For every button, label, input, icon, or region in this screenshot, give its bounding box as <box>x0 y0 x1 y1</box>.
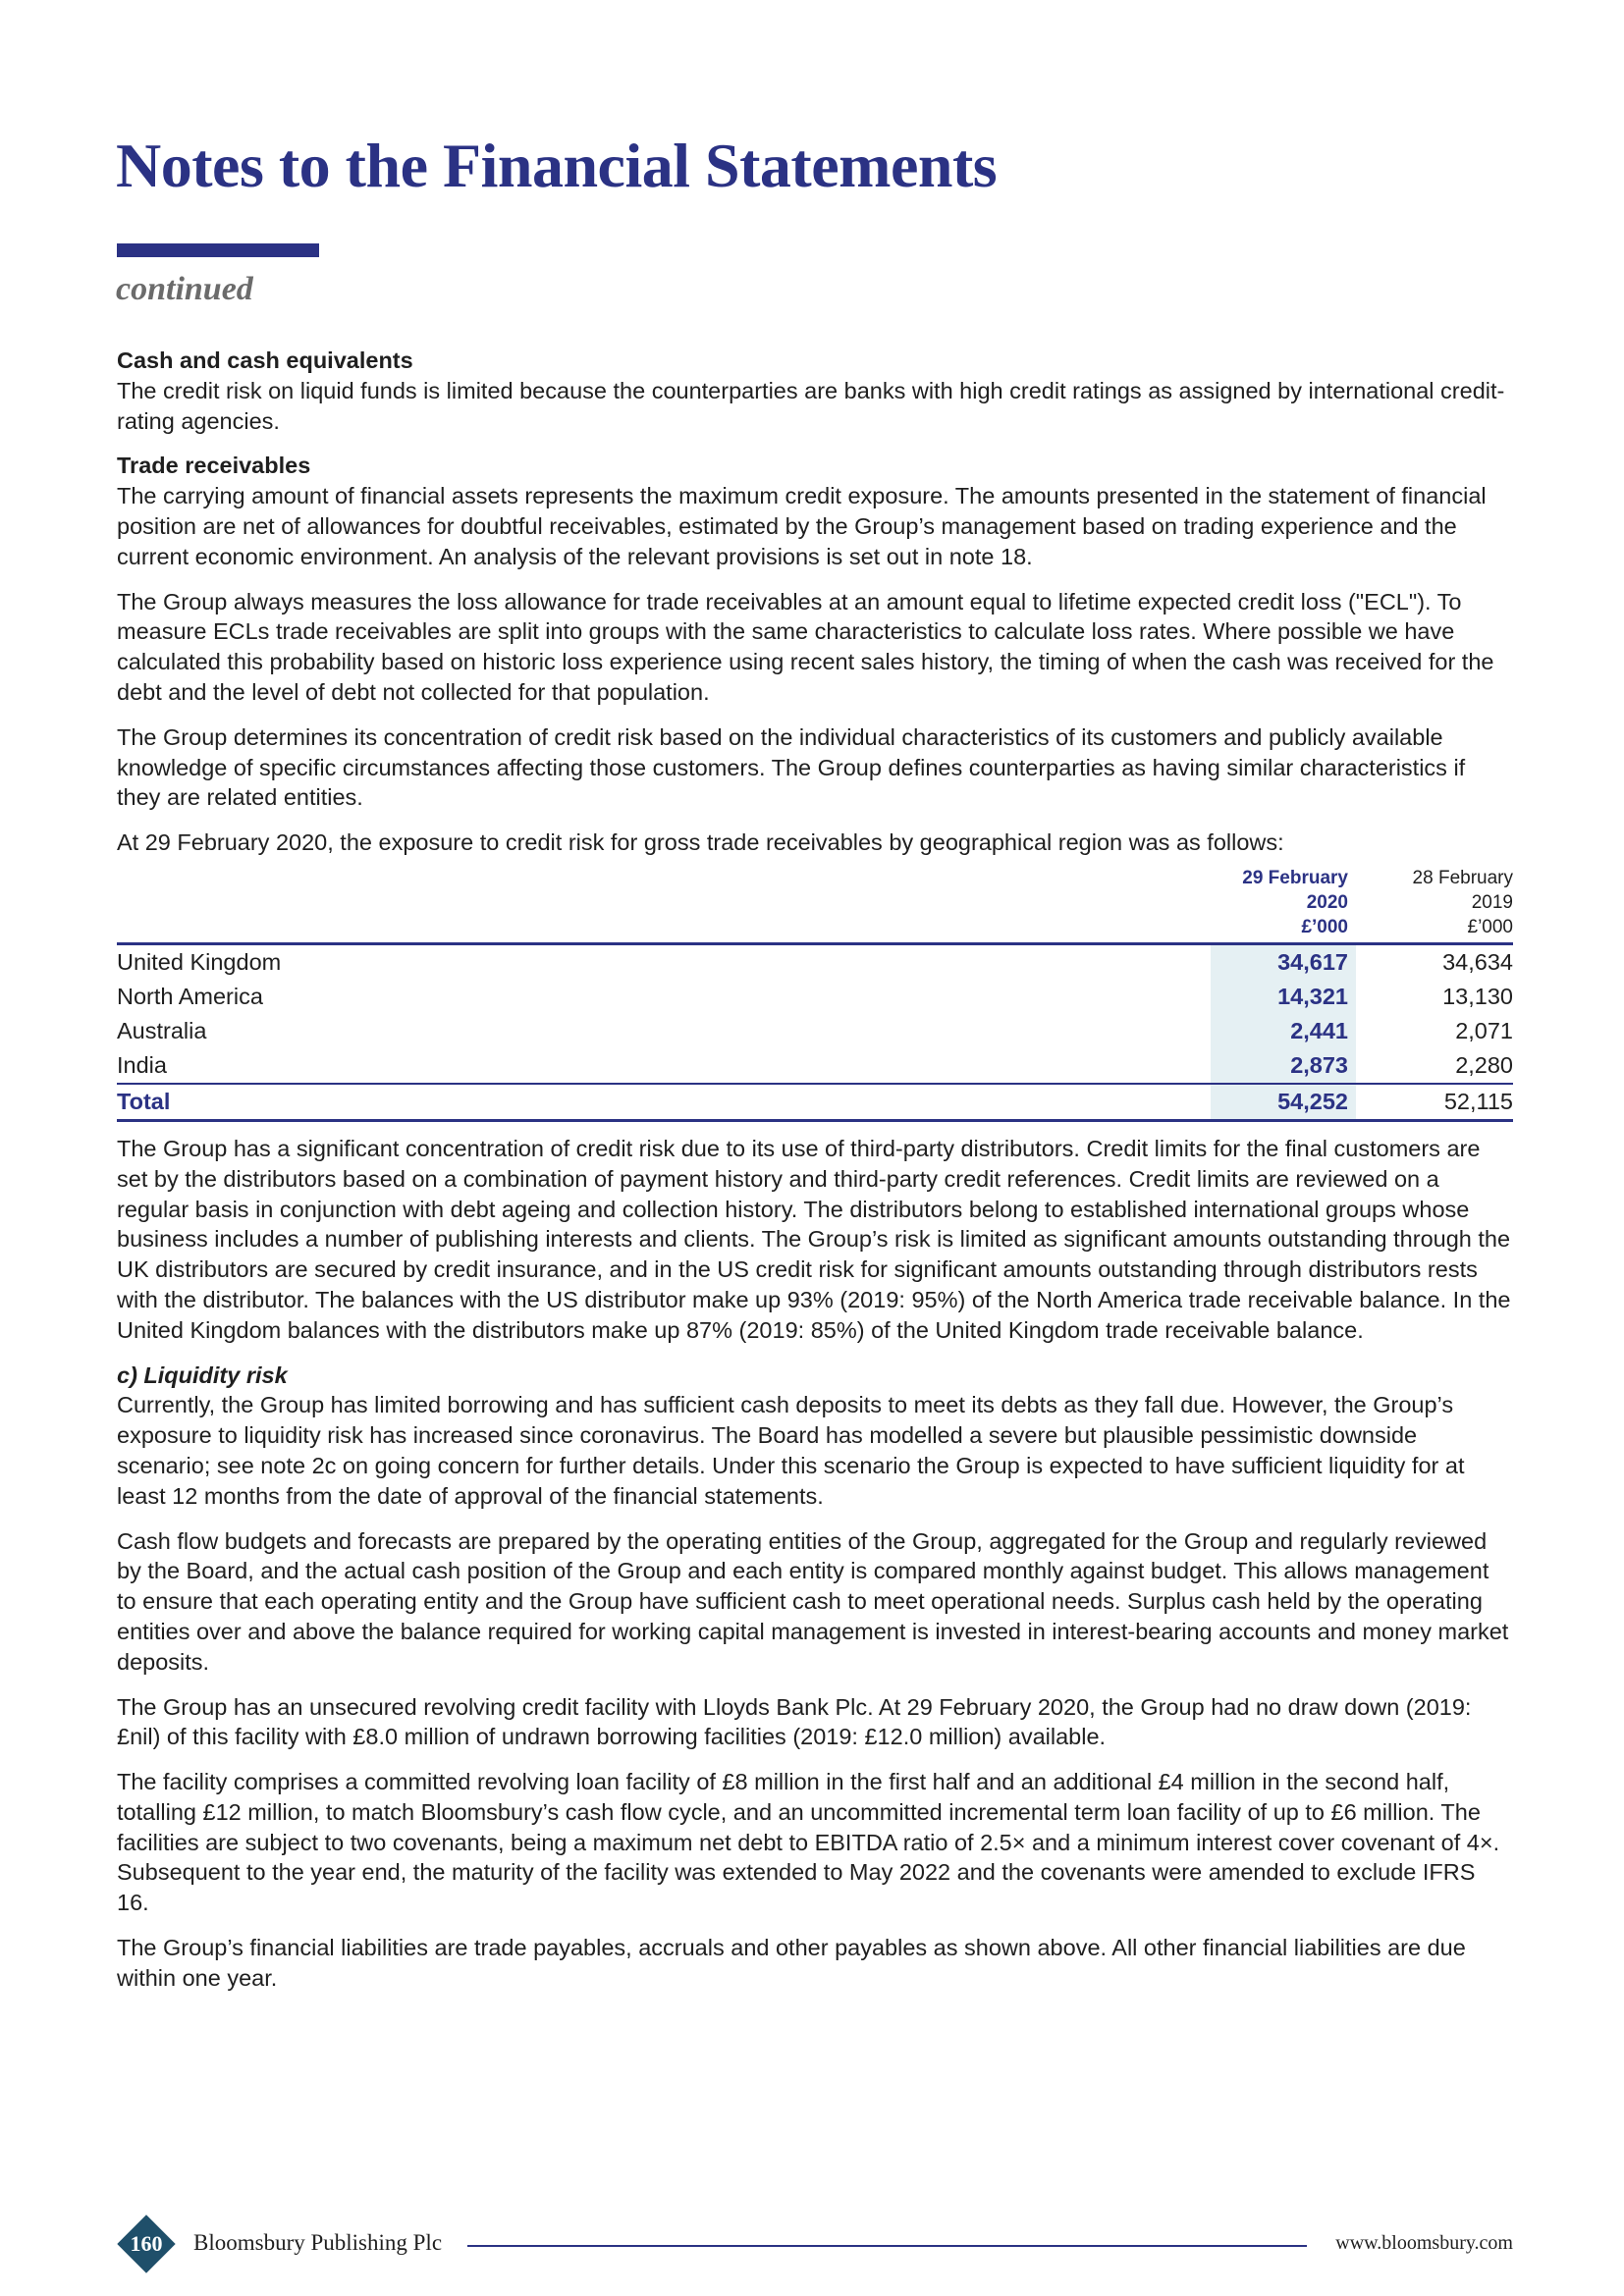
row-label: India <box>117 1051 167 1078</box>
table-header-current <box>1211 866 1356 944</box>
paragraph-liquidity-3: The Group has an unsecured revolving credit facility with Lloyds Bank Plc. At 29 February 2020, the Group had no draw down (2019: £nil) of this facility with £8.0 million of undrawn borrowing facilities (2019: £12.0 million) available. <box>117 1693 1472 1750</box>
paragraph-trade-1: The carrying amount of financial assets represents the maximum credit exposure. The amounts presented in the statement of financial position are net of allowances for doubtful receivables, estimated by the Group’s management based on trading experience and the current economic environment. An analysis of the relevant provisions is set out in note 18. <box>117 483 1487 569</box>
table-row <box>117 1048 1513 1084</box>
company-name: Bloomsbury Publishing Plc <box>193 2230 443 2255</box>
heading-liquidity-risk: c) Liquidity risk <box>117 1362 288 1388</box>
row-value-current: 14,321 <box>1211 980 1356 1014</box>
page-number: 160 <box>130 2231 163 2256</box>
table-header-row <box>117 866 1513 944</box>
row-value-prior: 34,634 <box>1442 948 1513 975</box>
paragraph-liquidity-1: Currently, the Group has limited borrowing and has sufficient cash deposits to meet its debts as they fall due. However, the Group’s exposure to liquidity risk has increased since coronavirus. The Board has modelled a severe but plausible pessimistic downside scenario; see note 2c on going concern for further details. Under this scenario the Group is expected to have sufficient liquidity for at least 12 months from the date of approval of the financial statements. <box>117 1392 1465 1509</box>
paragraph-trade-2: The Group always measures the loss allowance for trade receivables at an amount equal to lifetime expected credit loss ("ECL"). To measure ECLs trade receivables are split into groups with the same characteristics to calculate loss rates. Where possible we have calculated this probability based on historic loss experience using recent sales history, the timing of when the cash was received for the debt and the level of debt not collected for that population. <box>117 588 1494 705</box>
table-row <box>117 980 1513 1014</box>
page-footer <box>117 2215 1521 2273</box>
header-prior-line-3: £’000 <box>1467 916 1513 937</box>
row-value-prior: 2,280 <box>1455 1051 1513 1078</box>
total-value-prior: 52,115 <box>1356 1084 1513 1121</box>
header-prior-line-1: 28 February <box>1412 867 1513 888</box>
row-value-current: 2,873 <box>1211 1048 1356 1084</box>
paragraph-trade-5: The Group has a significant concentration of credit risk due to its use of third-party distributors. Credit limits for the final customers are set by the distributors based on a combination of payment history and third-party credit references. Credit limits are reviewed on a regular basis in conjunction with debt ageing and collection history. The distributors belong to established international groups whose business includes a number of publishing interests and clients. The Group’s risk is limited as significant amounts outstanding through the UK distributors are secured by credit insurance, and in the US credit risk for significant amounts outstanding through distributors rests with the distributor. The balances with the US distributor make up 93% (2019: 95%) of the North America trade receivable balance. In the United Kingdom balances with the distributors make up 87% (2019: 85%) of the United Kingdom trade receivable balance. <box>117 1135 1511 1343</box>
page-number-badge <box>117 2215 176 2273</box>
total-label: Total <box>117 1084 1211 1121</box>
row-value-prior: 13,130 <box>1442 983 1513 1009</box>
title-accent-bar <box>117 243 319 257</box>
header-current-line-2: 2020 <box>1306 891 1348 913</box>
paragraph-cash-1: The credit risk on liquid funds is limited because the counterparties are banks with high credit ratings as assigned by international credit-rating agencies. <box>117 377 1505 434</box>
paragraph-liquidity-2: Cash flow budgets and forecasts are prepared by the operating entities of the Group, aggregated for the Group and regularly reviewed by the Board, and the actual cash position of the Group and each entity is compared monthly against budget. This allows management to ensure that each operating entity and the Group have sufficient cash to meet operational needs. Surplus cash held by the operating entities over and above the balance required for working capital management is invested in interest-bearing accounts and money market deposits. <box>117 1527 1509 1675</box>
table-row <box>117 943 1513 980</box>
table-total-row <box>117 1084 1513 1121</box>
website-link[interactable]: www.bloomsbury.com <box>1335 2232 1513 2254</box>
paragraph-liquidity-4: The facility comprises a committed revolving loan facility of £8 million in the first half and an additional £4 million in the second half, totalling £12 million, to match Bloomsbury’s cash flow cycle, and an uncommitted incremental term loan facility of up to £6 million. The facilities are subject to two covenants, being a maximum net debt to EBITDA ratio of 2.5× and a minimum interest cover covenant of 4×. Subsequent to the year end, the maturity of the facility was extended to May 2022 and the covenants were amended to exclude IFRS 16. <box>117 1769 1500 1916</box>
row-value-current: 2,441 <box>1211 1014 1356 1048</box>
credit-exposure-table <box>117 866 1513 1122</box>
heading-trade-receivables: Trade receivables <box>117 453 311 479</box>
page-title: Notes to the Financial Statements <box>116 131 998 200</box>
total-value-current: 54,252 <box>1211 1084 1356 1121</box>
row-label: United Kingdom <box>117 948 282 975</box>
body-content <box>117 346 1513 2008</box>
row-value-current: 34,617 <box>1211 943 1356 980</box>
page-subtitle: continued <box>116 271 253 307</box>
header-prior-line-2: 2019 <box>1471 891 1513 913</box>
row-label: Australia <box>117 1017 207 1043</box>
footer-divider <box>467 2245 1307 2247</box>
paragraph-trade-4: At 29 February 2020, the exposure to credit risk for gross trade receivables by geographical region was as follows: <box>117 829 1284 856</box>
header-current-line-1: 29 February <box>1242 867 1348 888</box>
row-value-prior: 2,071 <box>1455 1017 1513 1043</box>
table-header-label <box>117 866 1211 944</box>
table-header-prior <box>1356 866 1513 944</box>
table-row <box>117 1014 1513 1048</box>
paragraph-trade-3: The Group determines its concentration of credit risk based on the individual characteristics of its customers and publicly available knowledge of specific circumstances affecting those customers. The Group defines counterparties as having similar characteristics if they are related entities. <box>117 723 1466 811</box>
heading-cash: Cash and cash equivalents <box>117 347 413 373</box>
row-label: North America <box>117 983 263 1009</box>
header-current-line-3: £’000 <box>1301 916 1348 937</box>
paragraph-liquidity-5: The Group’s financial liabilities are trade payables, accruals and other payables as shown above. All other financial liabilities are due within one year. <box>117 1935 1466 1991</box>
